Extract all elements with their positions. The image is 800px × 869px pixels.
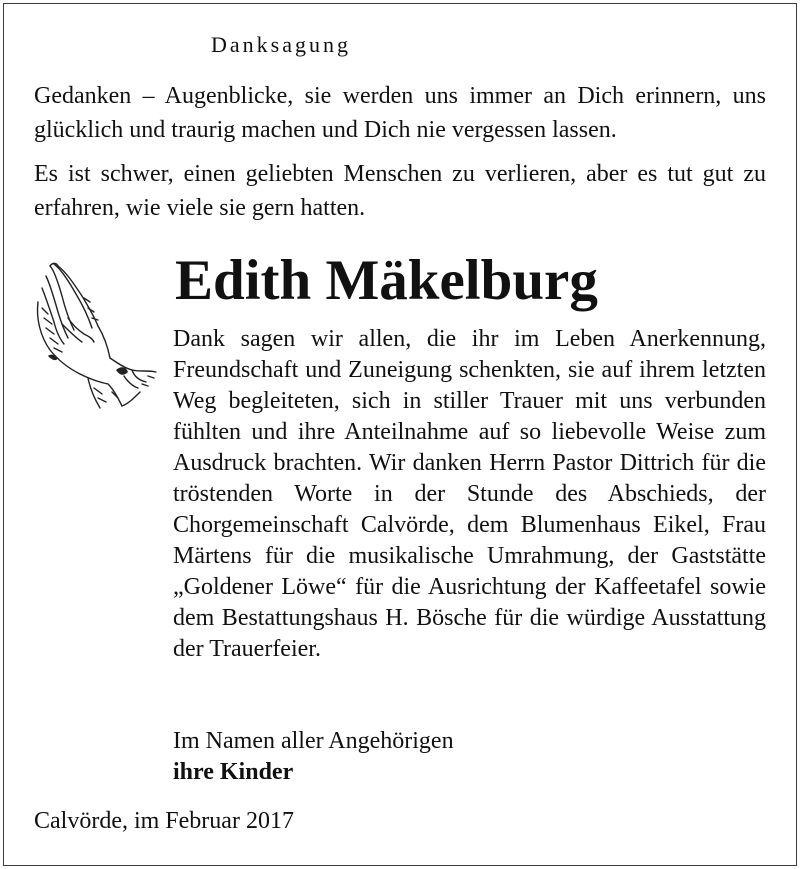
praying-hands-icon [28,258,166,418]
intro-paragraph-2: Es ist schwer, einen geliebten Menschen zu verlieren, aber es tut gut zu erfahren, wie viele sie gern hatten. [34,161,766,221]
notice-heading: Danksagung [211,32,351,57]
closing-block [173,726,454,788]
deceased-name: Edith Mäkelburg [175,249,598,312]
signer: ihre Kinder [173,759,294,785]
intro-paragraph-1: Gedanken – Augenblicke, sie werden uns immer an Dich erinnern, uns glücklich und traurig machen und Dich nie vergessen lassen. [34,83,766,143]
closing-line: Im Namen aller Angehörigen [173,728,454,754]
place-date: Calvörde, im Februar 2017 [34,808,294,834]
thanks-body: Dank sagen wir allen, die ihr im Leben Anerkennung, Freundschaft und Zuneigung schenkten, sie auf ihrem letzten Weg begleiteten, sich in stiller Trauer mit uns verbunden fühlten und ihre Anteilnahme auf so liebevolle Weise zum Ausdruck brachten. Wir danken Herrn Pastor Dittrich für die tröstenden Worte in der Stunde des Abschieds, der Chorgemeinschaft Calvörde, dem Blumenhaus Eikel, Frau Märtens für die musikalische Umrahmung, der Gaststätte „Goldener Löwe“ für die Ausrichtung der Kaffeetafel sowie dem Bestattungshaus H. Bösche für die würdige Ausstattung der Trauerfeier. [173,326,766,662]
